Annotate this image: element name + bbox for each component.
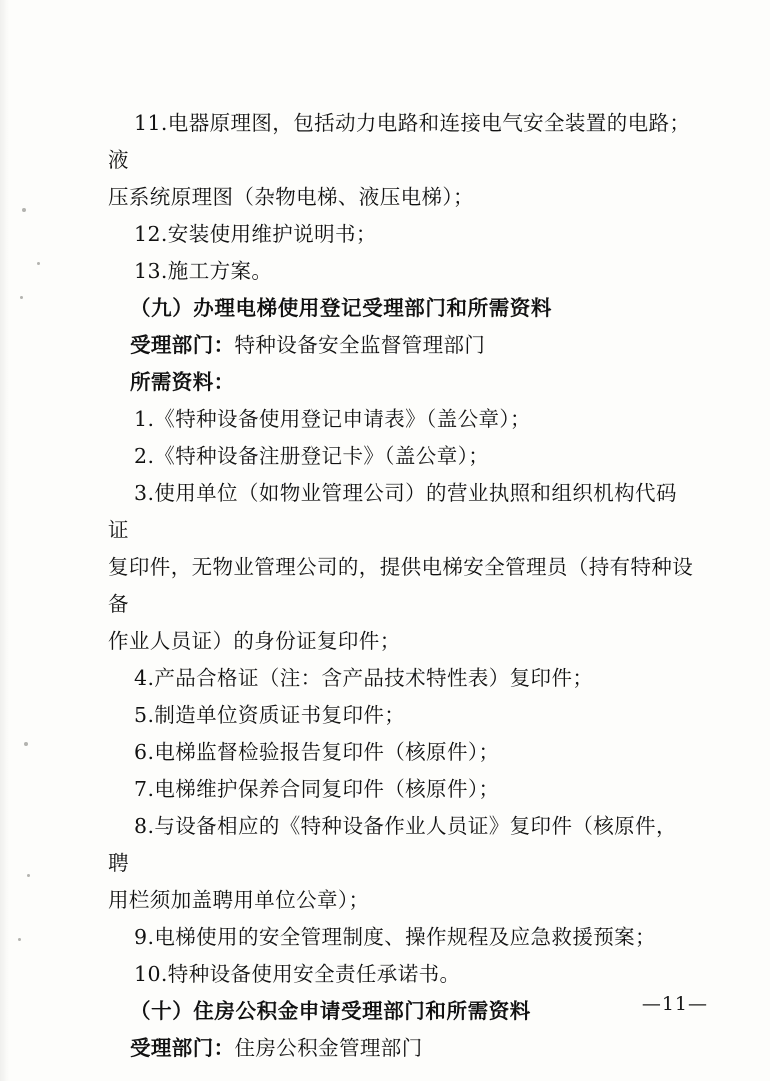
accepting-department-label-ten <box>108 1030 694 1067</box>
label-text: 受理部门： <box>130 333 235 357</box>
text-line: 9.电梯使用的安全管理制度、操作规程及应急救援预案； <box>134 925 656 949</box>
text-line: 4.产品合格证（注：含产品技术特性表）复印件； <box>134 666 594 690</box>
scan-speck <box>22 208 26 212</box>
text-line: 6.电梯监督检验报告复印件（核原件）； <box>134 740 500 764</box>
text-line: 2.《特种设备注册登记卡》（盖公章）； <box>134 444 490 468</box>
text-line: 8.与设备相应的《特种设备作业人员证》复印件（核原件，聘 <box>108 814 677 875</box>
scan-speck <box>20 296 23 299</box>
text-line: 作业人员证）的身份证复印件； <box>108 629 401 653</box>
document-body <box>108 105 694 1067</box>
scan-speck <box>18 938 21 941</box>
text-line: 5.制造单位资质证书复印件； <box>134 703 406 727</box>
label-value: 住房公积金管理部门 <box>234 1036 423 1060</box>
text-line: 13.施工方案。 <box>134 259 273 283</box>
page-edge-shadow <box>0 0 9 1081</box>
text-line: 1.《特种设备使用登记申请表》（盖公章）； <box>134 407 531 431</box>
accepting-department-label-nine <box>108 327 694 364</box>
scan-speck <box>37 262 40 265</box>
section-heading-nine: （九）办理电梯使用登记受理部门和所需资料 <box>130 296 552 320</box>
page-number: —11— <box>641 993 708 1015</box>
text-line: 3.使用单位（如物业管理公司）的营业执照和组织机构代码证 <box>108 481 677 542</box>
text-line: 复印件，无物业管理公司的，提供电梯安全管理员（持有特种设备 <box>108 555 694 616</box>
text-line: 7.电梯维护保养合同复印件（核原件）； <box>134 777 500 801</box>
scan-speck <box>24 742 28 746</box>
scan-speck <box>27 874 30 877</box>
text-line: 压系统原理图（杂物电梯、液压电梯）； <box>108 185 474 209</box>
section-heading-ten: （十）住房公积金申请受理部门和所需资料 <box>130 999 531 1023</box>
label-value: 特种设备安全监督管理部门 <box>234 333 486 357</box>
text-line: 11.电器原理图，包括动力电路和连接电气安全装置的电路；液 <box>108 111 691 172</box>
text-line: 10.特种设备使用安全责任承诺书。 <box>134 962 461 986</box>
text-line: 用栏须加盖聘用单位公章）； <box>108 888 370 912</box>
text-line: 12.安装使用维护说明书； <box>134 222 377 246</box>
label-text: 受理部门： <box>130 1036 235 1060</box>
required-materials-label-nine: 所需资料： <box>130 370 235 394</box>
